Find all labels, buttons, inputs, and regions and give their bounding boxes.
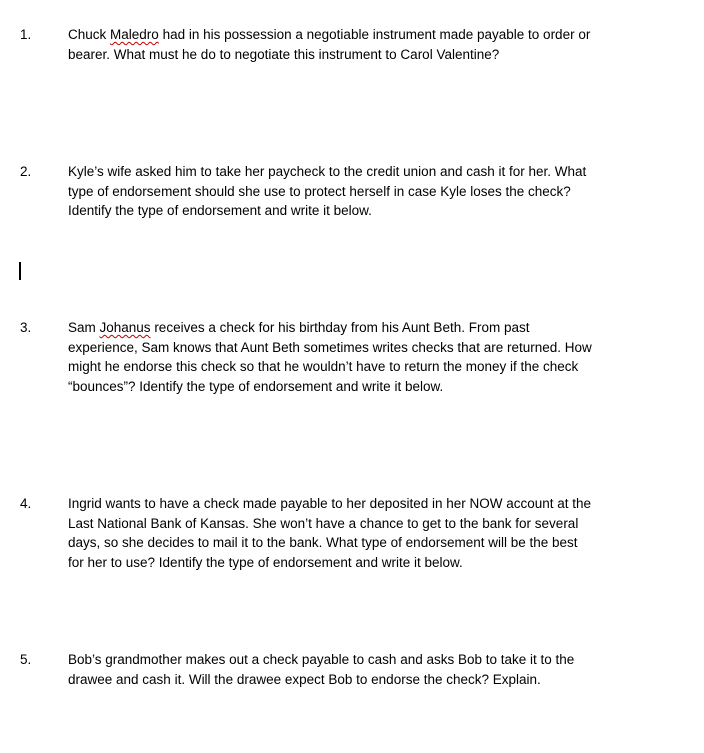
text-line: might he endorse this check so that he wouldn’t have to return the money if the check xyxy=(68,359,579,375)
text-line: Identify the type of endorsement and write it below. xyxy=(68,203,372,219)
text-line: type of endorsement should she use to protect herself in case Kyle loses the check? xyxy=(68,183,571,199)
question-number: 4. xyxy=(20,496,32,511)
question-number: 1. xyxy=(20,27,32,42)
text-line: Ingrid wants to have a check made payable to her deposited in her NOW account at the xyxy=(68,496,592,511)
text-line: Bob’s grandmother makes out a check payable to cash and asks Bob to take it to the xyxy=(68,652,575,667)
spellcheck-flagged-word: Johanus xyxy=(99,320,151,335)
question-number: 5. xyxy=(20,652,32,667)
text-line: “bounces”? Identify the type of endorsement and write it below. xyxy=(68,378,444,394)
text-line: Sam Johanus receives a check for his birthday from his Aunt Beth. From past xyxy=(68,320,530,335)
question-text[interactable] xyxy=(68,494,668,572)
text-line: bearer. What must he do to negotiate this instrument to Carol Valentine? xyxy=(68,46,500,62)
text-line: Kyle’s wife asked him to take her paycheck to the credit union and cash it for her. What xyxy=(68,164,587,179)
question-text[interactable] xyxy=(68,318,668,396)
text-line: for her to use? Identify the type of endorsement and write it below. xyxy=(68,554,463,570)
text-line: Chuck Maledro had in his possession a negotiable instrument made payable to order or xyxy=(68,27,591,42)
question-text[interactable] xyxy=(68,162,668,221)
question-number: 3. xyxy=(20,320,32,335)
spellcheck-flagged-word: Maledro xyxy=(110,27,159,42)
text-line: experience, Sam knows that Aunt Beth sometimes writes checks that are returned. How xyxy=(68,339,592,355)
text-line: Last National Bank of Kansas. She won’t have a chance to get to the bank for several xyxy=(68,515,579,531)
text-line: drawee and cash it. Will the drawee expect Bob to endorse the check? Explain. xyxy=(68,671,541,687)
text-line: days, so she decides to mail it to the bank. What type of endorsement will be the best xyxy=(68,535,578,551)
question-number: 2. xyxy=(20,164,32,179)
question-text[interactable] xyxy=(68,25,668,64)
text-cursor[interactable] xyxy=(19,262,21,280)
question-text[interactable] xyxy=(68,650,668,689)
